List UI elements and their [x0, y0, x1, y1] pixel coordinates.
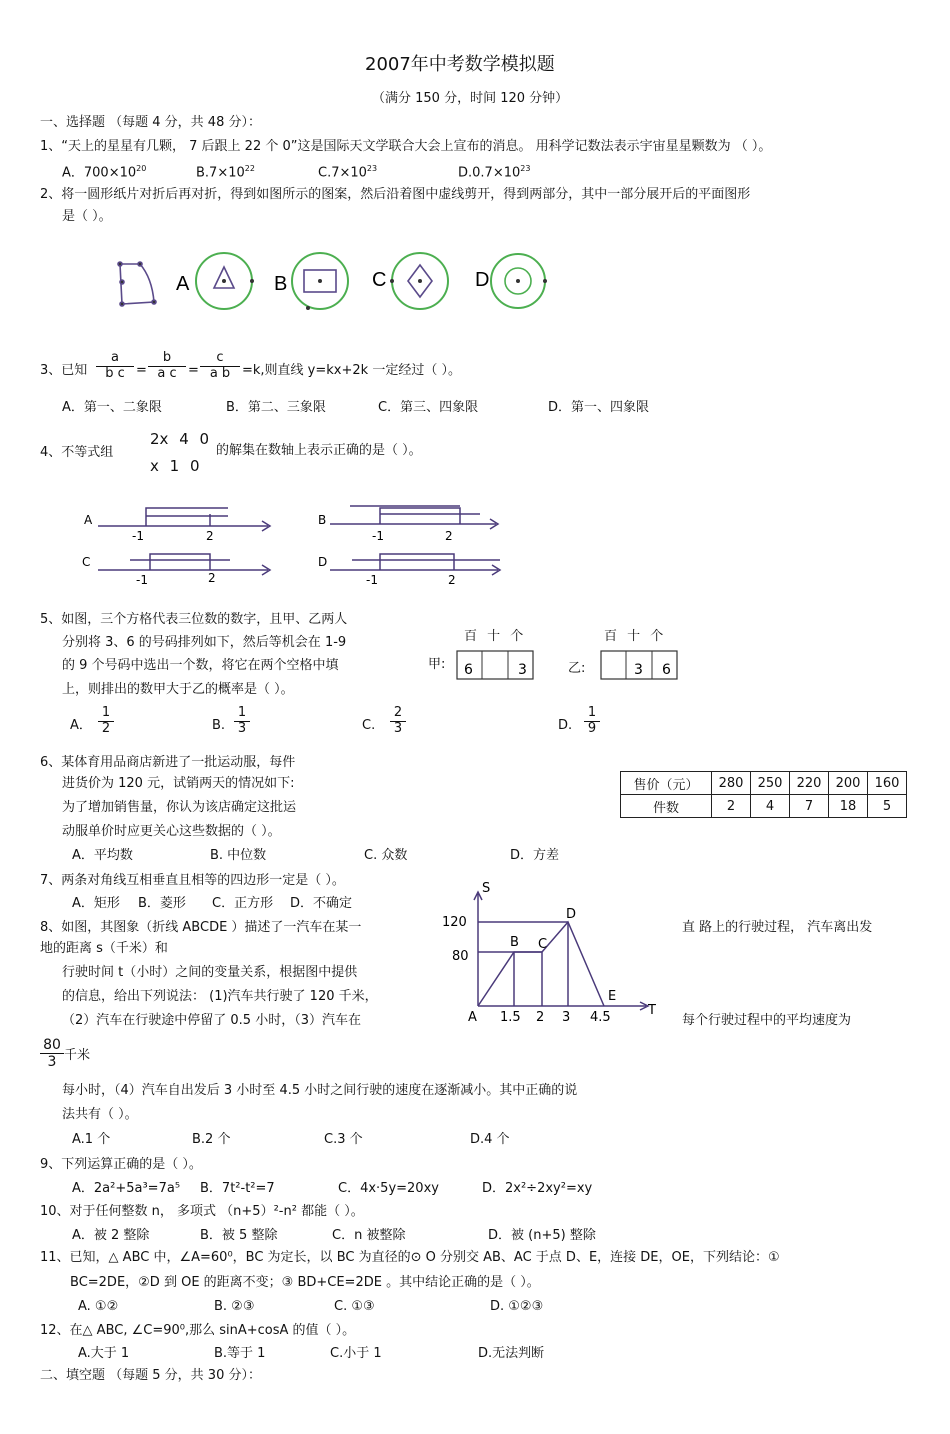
option-c-figure — [390, 253, 448, 309]
q7-option-d: D．不确定 — [290, 896, 353, 911]
q7-stem: 7、两条对角线互相垂直且相等的四边形一定是（ ）。 — [40, 873, 345, 888]
q4-tick-d-right: 2 — [448, 573, 456, 587]
table-cell: 200 — [829, 772, 868, 795]
q10-option-b: B．被 5 整除 — [200, 1228, 278, 1243]
q8-line3: 行驶时间 t（小时）之间的变量关系，根据图中提供 — [62, 965, 358, 980]
q2-stem-line1: 2、将一圆形纸片对折后再对折，得到如图所示的图案，然后沿着图中虚线剪开，得到两部分，其中一部分展开后的平面图形 — [40, 187, 751, 202]
q4-tick-b-right: 2 — [445, 529, 453, 543]
q3-prefix: 3、已知 — [40, 363, 88, 378]
q12-option-b: B.等于 1 — [214, 1346, 266, 1361]
q6-sales-table — [620, 771, 907, 818]
graph-polyline-abcde — [478, 922, 604, 1006]
q9-option-d: D．2x²÷2xy²=xy — [482, 1181, 593, 1196]
q12-option-c: C.小于 1 — [330, 1346, 382, 1361]
q3-option-a: A．第一、二象限 — [62, 400, 162, 415]
q5-jia-digit-ones: 3 — [518, 662, 527, 678]
q4-tick-d-left: -1 — [366, 573, 378, 587]
q8-line5: （2）汽车在行驶途中停留了 0.5 小时，（3）汽车在 — [62, 1013, 361, 1028]
q8-line5-right: 每个行驶过程中的平均速度为 — [682, 1013, 852, 1028]
q8-speed-fraction: $\frac{80}{3}$ — [40, 1037, 64, 1070]
point-label-c: C — [538, 937, 548, 952]
q5-jia-label: 甲: — [428, 657, 446, 672]
q10-option-c: C．n 被整除 — [332, 1228, 406, 1243]
q11-option-a: A. ①② — [78, 1299, 119, 1314]
q9-option-c: C．4x·5y=20xy — [338, 1181, 439, 1196]
q8-speed-unit: 千米 — [64, 1048, 91, 1063]
q6-option-a: A．平均数 — [72, 848, 133, 863]
q1-option-d: $D.0.7\times 10^{23}$ — [458, 164, 531, 181]
s-axis-label: S — [482, 881, 491, 896]
q4-system-line1: 2x 4 0 — [150, 430, 210, 448]
table-cell: 7 — [790, 795, 829, 818]
q5-option-c-fraction: $\frac{2}{3}$ — [390, 706, 406, 737]
option-a-figure — [196, 253, 254, 309]
q12-stem: 12、在△ ABC, ∠C=90⁰,那么 sinA+cosA 的值（ ）。 — [40, 1323, 356, 1338]
q6-line2: 进货价为 120 元，试销两天的情况如下: — [62, 776, 295, 791]
q5-yi-digit-ones: 6 — [662, 662, 671, 678]
q4-option-c-label: C — [82, 555, 91, 569]
x-tick-label: 1.5 — [500, 1010, 521, 1025]
q8-option-a: A.1 个 — [72, 1132, 111, 1147]
q2-label-d: D — [475, 269, 490, 291]
q2-figure — [110, 248, 560, 316]
q2-label-c: C — [372, 269, 387, 291]
q11-option-d: D. ①②③ — [490, 1299, 544, 1314]
q6-line4: 动服单价时应更关心这些数据的（ ）。 — [62, 824, 281, 839]
table-cell: 160 — [868, 772, 907, 795]
q3-fraction-2: $\frac{b}{\text{a c}}$ — [148, 351, 186, 382]
q5-line4: 上，则排出的数甲大于乙的概率是（ ）。 — [62, 682, 294, 697]
q5-yi-place-header: 百 十 个 — [604, 629, 664, 644]
q8-option-c: C.3 个 — [324, 1132, 363, 1147]
q6-line1: 6、某体育用品商店新进了一批运动服，每件 — [40, 755, 296, 770]
section-heading-choice: 一、选择题 （每题 4 分，共 48 分）： — [40, 115, 261, 130]
q5-yi-boxes — [600, 650, 680, 682]
q8-option-b: B.2 个 — [192, 1132, 231, 1147]
q10-option-a: A．被 2 整除 — [72, 1228, 150, 1243]
q5-jia-digit-hundreds: 6 — [464, 662, 473, 678]
q9-option-b: B．7t²-t²=7 — [200, 1181, 275, 1196]
q5-jia-place-header: 百 十 个 — [464, 629, 524, 644]
q2-stem-line2: 是（ ）。 — [62, 209, 112, 224]
y-tick-label: 120 — [442, 915, 467, 930]
q9-stem: 9、下列运算正确的是（ ）。 — [40, 1157, 202, 1172]
table-cell: 18 — [829, 795, 868, 818]
q4-option-a-label: A — [84, 513, 93, 527]
q8-option-d: D.4 个 — [470, 1132, 510, 1147]
option-b-figure — [292, 253, 348, 310]
q3-suffix: =k,则直线 y=kx+2k 一定经过（ ）。 — [242, 363, 461, 378]
table-row — [621, 772, 907, 795]
q8-line1-right: 直 路上的行驶过程， 汽车离出发 — [682, 920, 873, 935]
q4-suffix: 的解集在数轴上表示正确的是（ ）。 — [216, 443, 422, 458]
q5-line3: 的 9 个号码中选出一个数，将它在两个空格中填 — [62, 658, 339, 673]
x-tick-label: 3 — [562, 1010, 571, 1025]
q6-option-d: D．方差 — [510, 848, 560, 863]
t-axis-label: T — [648, 1003, 656, 1018]
q3-fraction-1: $\frac{a}{\text{b c}}$ — [96, 351, 134, 382]
table-cell: 4 — [751, 795, 790, 818]
q8-distance-time-graph — [438, 876, 668, 1026]
q8-line2: 地的距离 s（千米）和 — [40, 941, 168, 956]
q8-line6: 每小时，（4）汽车自出发后 3 小时至 4.5 小时之间行驶的速度在逐渐减小。其中正确的说 — [62, 1083, 578, 1098]
q8-line1: 8、如图，其图象（折线 ABCDE ）描述了一汽车在某一 — [40, 920, 362, 935]
q5-jia-boxes — [456, 650, 536, 682]
point-label-e: E — [608, 989, 617, 1004]
q8-line7: 法共有（ ）。 — [62, 1107, 138, 1122]
y-tick-label: 80 — [452, 949, 469, 964]
q4-system-line2: x 1 0 — [150, 457, 200, 475]
point-label-a: A — [468, 1010, 477, 1025]
q12-option-a: A.大于 1 — [78, 1346, 130, 1361]
table-cell: 件数 — [621, 795, 712, 818]
table-cell: 2 — [712, 795, 751, 818]
q11-option-c: C. ①③ — [334, 1299, 375, 1314]
table-row — [621, 795, 907, 818]
point-label-d: D — [566, 907, 577, 922]
table-cell: 280 — [712, 772, 751, 795]
q5-line2: 分别将 3、6 的号码排列如下，然后等机会在 1-9 — [62, 635, 347, 650]
q9-option-a: A．2a²+5a³=7a⁵ — [72, 1181, 181, 1196]
table-cell: 220 — [790, 772, 829, 795]
q5-yi-digit-tens: 3 — [634, 662, 643, 678]
q3-equals-2: = — [188, 363, 199, 378]
q3-option-b: B．第二、三象限 — [226, 400, 326, 415]
q4-number-lines — [80, 498, 520, 593]
table-cell: 5 — [868, 795, 907, 818]
q7-option-c: C．正方形 — [212, 896, 274, 911]
q3-option-c: C．第三、四象限 — [378, 400, 479, 415]
point-label-b: B — [510, 935, 519, 950]
q5-option-d-fraction: $\frac{1}{9}$ — [584, 706, 600, 737]
q11-line1: 11、已知，△ ABC 中，∠A=60⁰，BC 为定长，以 BC 为直径的⊙ O 分别交 AB、AC 于点 D、E，连接 DE，OE，下列结论：① — [40, 1250, 780, 1265]
q10-option-d: D．被 (n+5) 整除 — [488, 1228, 596, 1243]
q3-equals-1: = — [136, 363, 147, 378]
option-d-figure — [491, 254, 547, 308]
table-cell: 售价（元） — [621, 772, 712, 795]
q5-option-a-label: A． — [70, 718, 92, 733]
q5-option-b-label: B. — [212, 718, 226, 733]
q4-option-d-label: D — [318, 555, 328, 569]
q1-stem: 1、“天上的星星有几颗， 7 后跟上 22 个 0”这是国际天文学联合大会上宣布的消息。 用科学记数法表示宇宙星星颗数为 （ ）。 — [40, 139, 772, 154]
q4-tick-b-left: -1 — [372, 529, 384, 543]
q3-option-d: D．第一、四象限 — [548, 400, 650, 415]
q5-yi-label: 乙: — [568, 661, 586, 676]
q11-line2: BC=2DE，②D 到 OE 的距离不变；③ BD+CE=2DE 。其中结论正确的是（ ）。 — [70, 1275, 540, 1290]
q2-label-b: B — [274, 273, 288, 295]
q4-prefix: 4、不等式组 — [40, 445, 114, 460]
page-subtitle: （满分 150 分，时间 120 分钟） — [372, 91, 569, 106]
q4-tick-a-left: -1 — [132, 529, 144, 543]
q11-option-b: B. ②③ — [214, 1299, 255, 1314]
x-tick-label: 4.5 — [590, 1010, 611, 1025]
q2-label-a: A — [176, 273, 190, 295]
folded-paper-shape — [118, 262, 156, 306]
q7-option-b: B．菱形 — [138, 896, 186, 911]
q5-option-b-fraction: $\frac{1}{3}$ — [234, 706, 250, 737]
q3-fraction-3: $\frac{c}{\text{a b}}$ — [200, 351, 240, 382]
table-cell: 250 — [751, 772, 790, 795]
page-title: 2007年中考数学模拟题 — [365, 54, 555, 75]
q6-option-c: C. 众数 — [364, 848, 408, 863]
q4-tick-c-left: -1 — [136, 573, 148, 587]
q6-line3: 为了增加销售量，你认为该店确定这批运 — [62, 800, 297, 815]
q1-option-a: A．$700\times 10^{20}$ — [62, 164, 147, 181]
x-tick-label: 2 — [536, 1010, 545, 1025]
q5-option-c-label: C. — [362, 718, 376, 733]
q5-option-d-label: D. — [558, 718, 573, 733]
q12-option-d: D.无法判断 — [478, 1346, 545, 1361]
q5-option-a-fraction: $\frac{1}{2}$ — [98, 706, 114, 737]
section-heading-fill: 二、填空题 （每题 5 分，共 30 分）： — [40, 1368, 261, 1383]
q10-stem: 10、对于任何整数 n， 多项式 （n+5）²-n² 都能（ ）。 — [40, 1204, 364, 1219]
q1-option-b: $B.7\times 10^{22}$ — [196, 164, 255, 181]
q6-option-b: B. 中位数 — [210, 848, 267, 863]
q5-line1: 5、如图，三个方格代表三位数的数字，且甲、乙两人 — [40, 612, 348, 627]
q4-option-b-label: B — [318, 513, 327, 527]
q7-option-a: A．矩形 — [72, 896, 120, 911]
q4-tick-c-right: 2 — [208, 571, 216, 585]
q1-option-c: $C.7\times 10^{23}$ — [318, 164, 378, 181]
q4-tick-a-right: 2 — [206, 529, 214, 543]
q8-line4: 的信息，给出下列说法： (1)汽车共行驶了 120 千米， — [62, 989, 378, 1004]
